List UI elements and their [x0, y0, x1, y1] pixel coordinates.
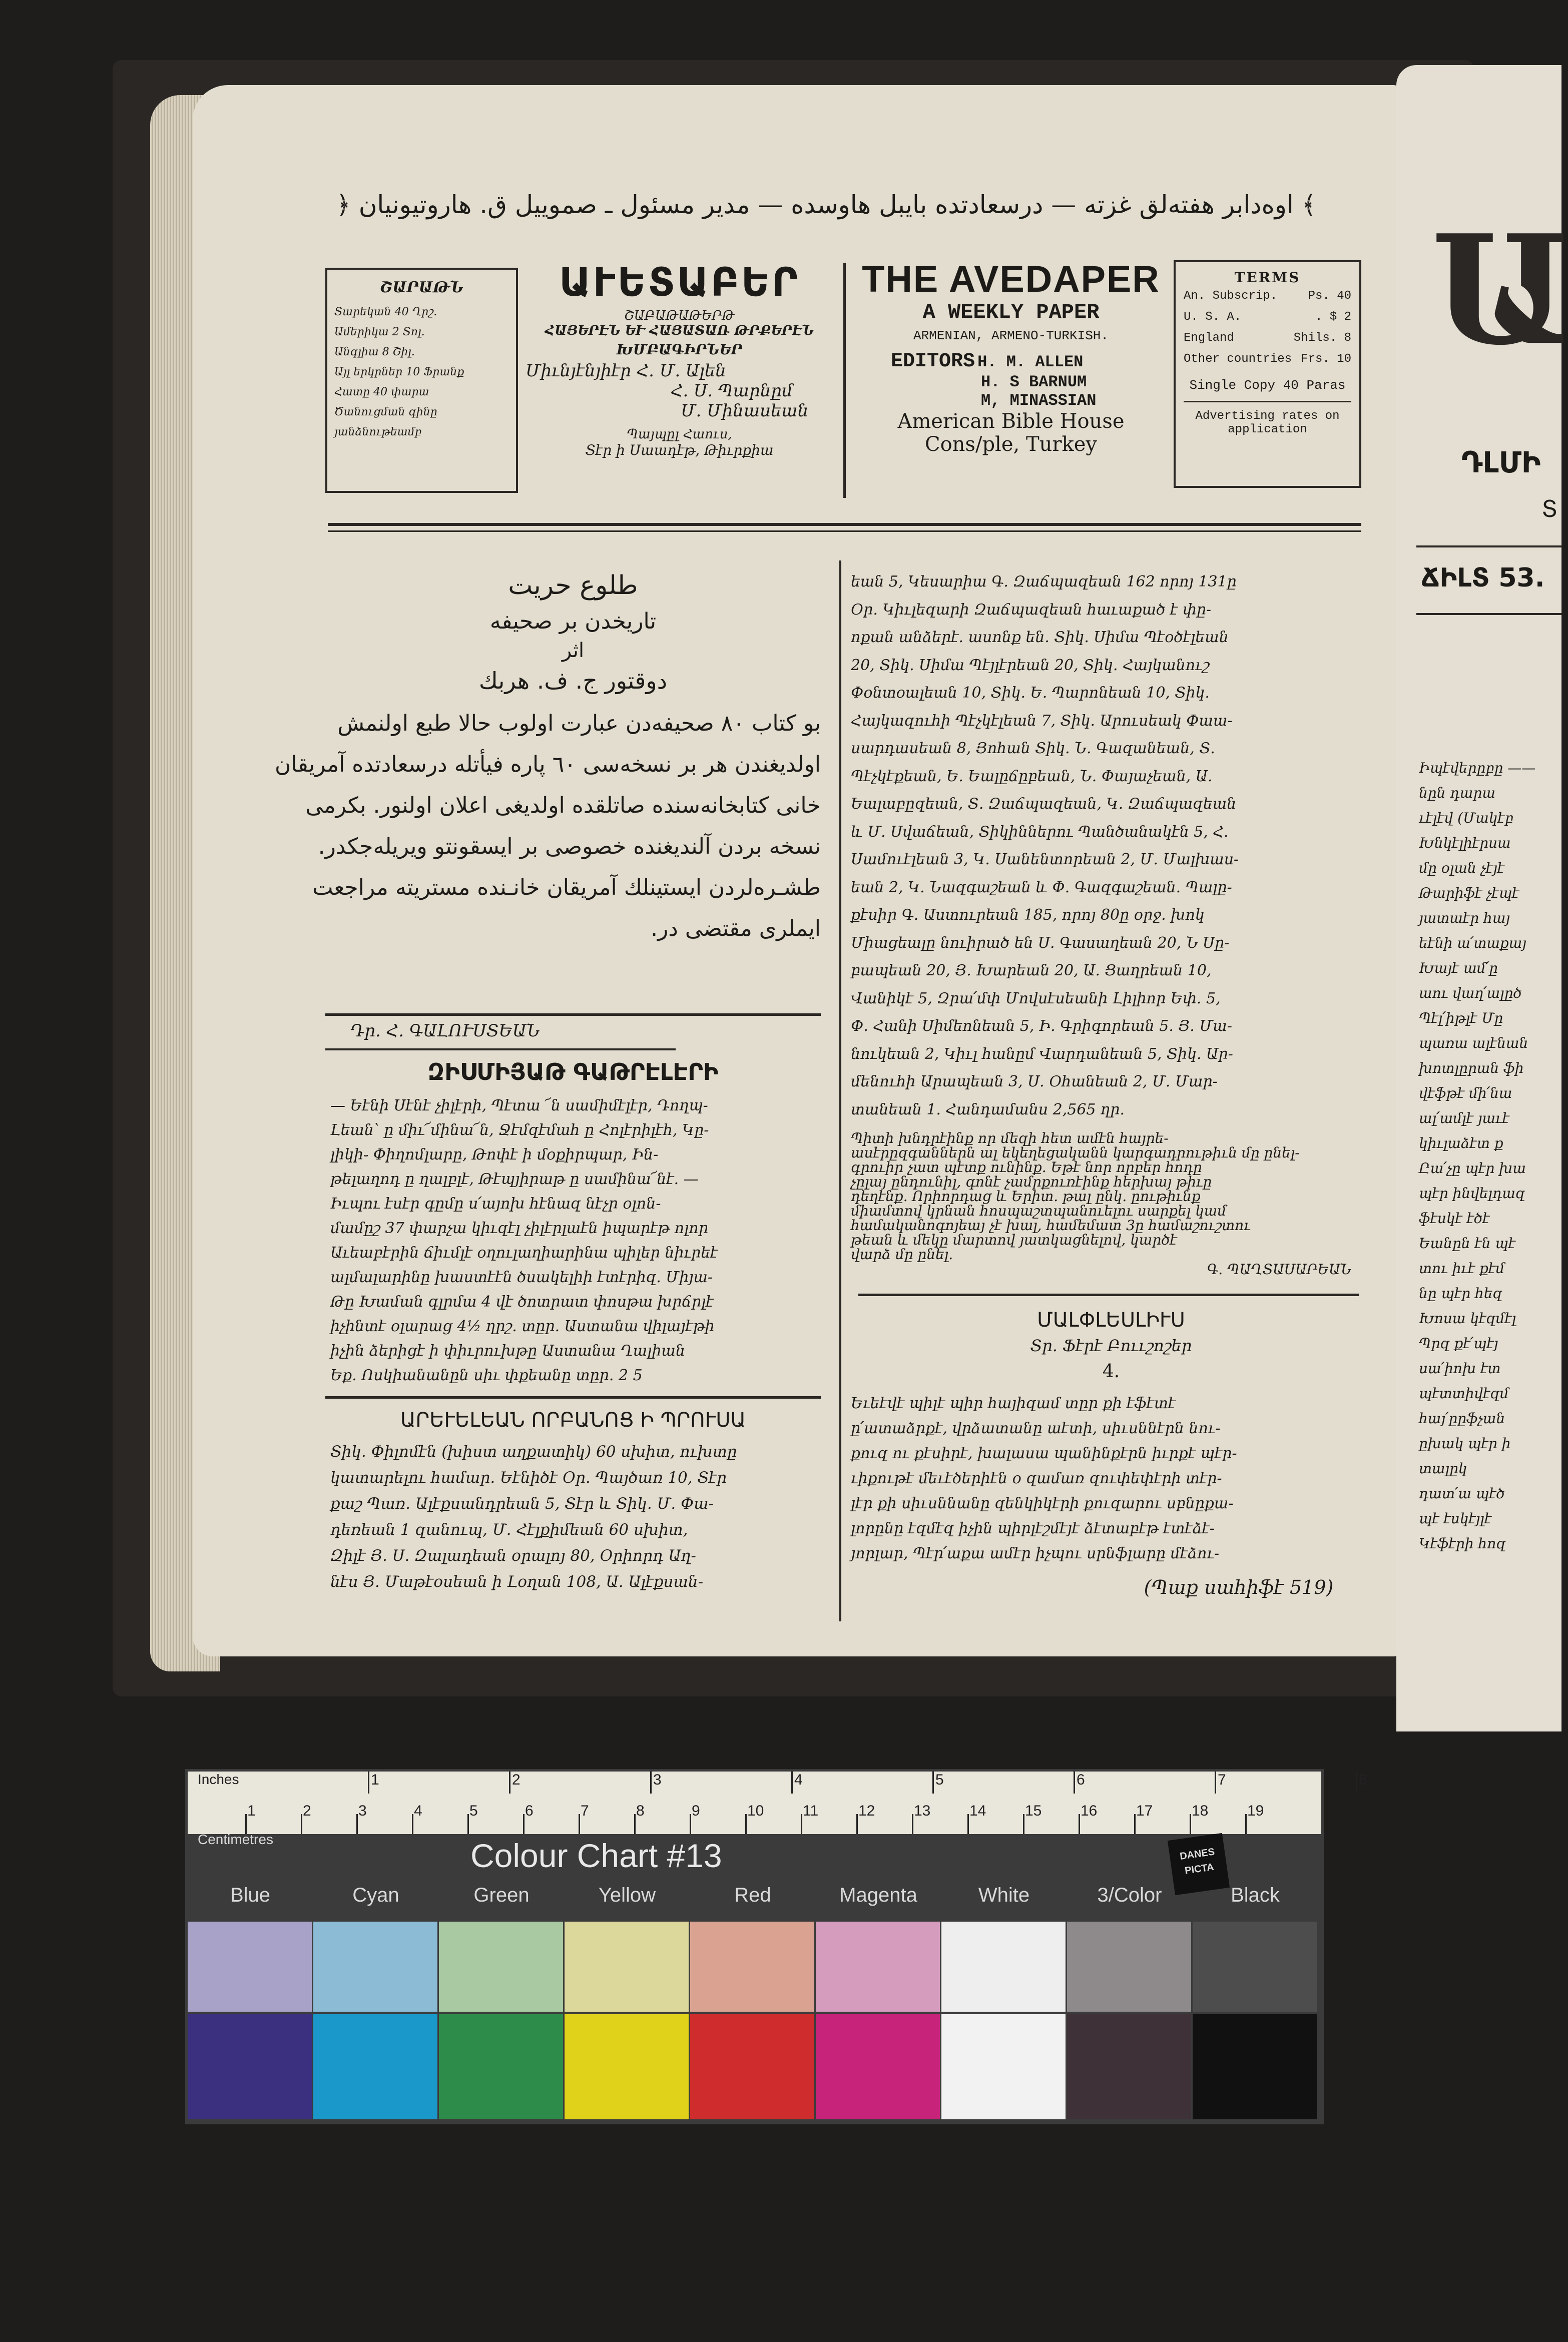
appeal-line: դեղէնք. Որիորդաց և Երիտ. թալ ընկ. ըութիւնք: [851, 1188, 1201, 1205]
facing-text-line: Թարիֆէ չէպէ: [1419, 885, 1519, 901]
donation-line: Սամուէլեան 3, Կ. Սանենտորեան 2, Մ. Մալխաս-: [851, 851, 1239, 868]
english-subtitle: A WEEKLY PAPER: [922, 300, 1100, 324]
cm-number: 19: [1247, 1803, 1264, 1819]
facing-text-line: Կէֆէրի հոզ: [1419, 1535, 1506, 1552]
facing-text: [1419, 756, 1561, 1556]
section2-line: նէս Յ. Մաթէօսեան ի Լօղան 108, Ա. Ալէքսան-: [330, 1573, 704, 1591]
armenian-title-block: [520, 260, 838, 505]
signature-baghdasarian: Գ. ՊԱՂՏԱՍԱՐԵԱՆ: [1207, 1261, 1351, 1278]
cm-tick: [912, 1814, 913, 1834]
light-swatch: [313, 1922, 437, 2012]
ottoman-ad-line2: تاريخدن بر صحيفه: [489, 609, 657, 634]
ottoman-ad-line: نسخه بردن آلنديغنده خصوصى بر ايسقونتو ويريله‌جكدر.: [318, 834, 821, 859]
cm-number: 16: [1081, 1803, 1098, 1819]
english-languages: ARMENIAN, ARMENO-TURKISH.: [913, 328, 1109, 343]
english-title-block: [851, 258, 1171, 503]
light-swatch: [816, 1922, 940, 2012]
appeal-line: Պիտի խնդրէինք որ մեզի հետ ամէն հայրե-: [851, 1130, 1169, 1146]
facing-text-line: Պրզ քէ՛պէյ: [1419, 1335, 1498, 1352]
donation-line: Հայկազուհի Պէչկէլեան 7, Տիկ. Արուսեակ Փաա-: [851, 712, 1233, 730]
cm-tick: [467, 1814, 469, 1834]
appeal-line: գրուիր չատ պէտք ունինք. Եթէ նոր որբեր հոդը: [851, 1159, 1202, 1176]
donation-line: եան 5, Կեսարիա Գ. Զաճպազեան 162 որոյ 131ը: [851, 573, 1237, 591]
facing-text-line: տալըկ: [1419, 1460, 1467, 1477]
inch-number: 4: [794, 1772, 803, 1788]
ottoman-ad-line3: اثر: [562, 639, 585, 662]
light-swatch: [690, 1922, 814, 2012]
cm-number: 14: [969, 1803, 986, 1819]
section2-line: Զիլէ Յ. Ս. Զալադեան օրալոյ 80, Օրիորդ Աղ-: [330, 1547, 696, 1565]
terms-row: [1184, 307, 1351, 328]
inch-tick: [650, 1772, 652, 1794]
light-swatch: [1193, 1922, 1317, 2012]
inch-tick: [368, 1772, 369, 1794]
section2-body: [330, 1439, 821, 1595]
ottoman-book-ad: [274, 570, 821, 1011]
facing-text-line: վէֆթէ մի՛նա: [1419, 1085, 1512, 1101]
colour-label: Magenta: [839, 1884, 917, 1906]
inch-tick: [932, 1772, 934, 1794]
donation-line: և Մ. Սվաճեան, Տիկիններու Պանծանակէն 5, Հ.: [851, 823, 1229, 841]
cm-number: 11: [803, 1803, 819, 1819]
facing-sub-fragment: Տ: [1541, 495, 1558, 522]
armenian-address-1: Պայպըլ Հաուս,: [627, 427, 732, 442]
facing-title-fragment: ԴԼՄԻ: [1461, 445, 1541, 479]
single-copy-price: Single Copy 40 Paras: [1184, 378, 1351, 402]
donation-line: մենուհի Արապեան 3, Ս. Օհանեան 2, Մ. Մար-: [851, 1073, 1218, 1090]
ruler: [188, 1772, 1367, 1834]
cm-tick: [1079, 1814, 1080, 1834]
serial-body: [851, 1391, 1371, 1566]
signature-galoustian: Դր. Հ. ԳԱԼՈՒՍՏԵԱՆ: [350, 1021, 540, 1041]
ottoman-ad-line: اولديغندن هر بر نسخه‌سى ٦٠ پاره فيأتله درسعادتده آمريقان: [274, 752, 821, 777]
facing-text-line: պէտտիվէզմ: [1419, 1385, 1509, 1402]
serial-line: քուզ ու քէսիրէ, խալասա պանինքէրն իւրքէ պէր-: [851, 1445, 1237, 1462]
ottoman-ad-body: [274, 703, 821, 949]
facing-text-line: խոտլըրան ֆի: [1419, 1060, 1524, 1076]
facing-text-line: պէ էսկէյլէ: [1419, 1510, 1492, 1527]
terms-row-value: Ps. 40: [1308, 289, 1351, 303]
facing-text-line: յատաէր հայ: [1419, 910, 1510, 926]
appeal-line: համականոգոյեայ չէ խալ, համեմատ 3ը համաշուշտու: [851, 1217, 1251, 1234]
serial-line: լէր քի սիւսննանը զենկիկէրի քուզարու սբնըքա-: [851, 1495, 1234, 1512]
section1-line: Լեան՝ ը միւ՜մինա՜ն, Ջէմզէմահ ը Հոլէրիլէհ, Կը-: [330, 1121, 709, 1139]
facing-text-line: ըխակ պէր ի: [1419, 1435, 1511, 1452]
cm-tick: [579, 1814, 580, 1834]
armenian-terms-line: Ամերիկա 2 Տոլ.: [334, 326, 425, 338]
section1-title: ԶԻՍՄԻՅԱԹ ԳԱԹՐԷԼԷՐԻ: [427, 1058, 719, 1085]
serial-line: ը՛ատաձրքէ, վրձատանը աէտի, սիւսննէրն նու-: [851, 1420, 1221, 1437]
section2-line: քաշ Պառ. Ալէքսանդրեան 5, Տէր և Տիկ. Մ. Փա-: [330, 1495, 714, 1513]
armenian-editors-label: ԽՄԲԱԳԻՐՆԵՐ: [616, 341, 743, 358]
ottoman-masthead: ﴾ اوه‌دابر هفته‌لق غزته — درسعادتده بايبل هاوسده — مدير مسئول ـ صموييل ق. هاروتيونيان ﴿: [336, 190, 1316, 219]
colour-label: Blue: [230, 1884, 271, 1906]
section1-body: [330, 1093, 821, 1388]
english-editor-2: H. S BARNUM: [981, 373, 1087, 391]
serial-author: Տր. Ֆէրէ Բոււշոշեր: [1030, 1336, 1192, 1355]
section1-line: լիկի֊ Փիղոմլարը, Թոփէ ի մօքիրպար, Ին-: [330, 1146, 659, 1163]
english-address-1: American Bible House: [897, 410, 1125, 433]
serial-line: լորընը էզմէզ իչին պիրլէշմէյէ ձէտաբէթ էտէձէ-: [851, 1520, 1215, 1537]
terms-row: [1184, 349, 1351, 370]
cm-number: 5: [469, 1803, 478, 1819]
facing-text-line: պառա ալէնան: [1419, 1035, 1528, 1051]
facing-rule-bottom: [1416, 613, 1561, 615]
armenian-terms-line: Այլ երկրներ 10 Ֆրանք: [334, 366, 464, 378]
donation-line: Եալաբըզեան, Տ. Զաճպազեան, Կ. Զաճպազեան: [851, 795, 1237, 813]
inch-tick: [1074, 1772, 1075, 1794]
signature-rule: [325, 1048, 676, 1050]
donation-line: տանեան 1. Հանդամանս 2,565 ղր.: [851, 1100, 1125, 1118]
section1-line: Թը Խաման գլրմա 4 վէ ծոտրատ փոսթա խրճրլէ: [330, 1293, 714, 1311]
facing-text-line: Խոսա կէզմէլ: [1419, 1310, 1516, 1327]
donation-line: Միացեալը նուիրած են Ս. Գասաղեան 20, Ն Սը-: [851, 934, 1230, 952]
inch-tick: [1215, 1772, 1216, 1794]
ottoman-ad-line: طشـره‌لردن ايستينلك آمريقان خانـنده مستريته مراجعت: [312, 875, 821, 900]
chart-title: Colour Chart #13: [470, 1837, 722, 1874]
cm-number: 13: [914, 1803, 931, 1819]
cm-number: 18: [1192, 1803, 1209, 1819]
facing-text-line: Խայէ ամ՛ը: [1419, 960, 1498, 976]
continued-note: (Պաք սահիֆէ 519): [1144, 1576, 1334, 1598]
masthead-rule-top: [328, 523, 1361, 526]
appeal-line: թեան և մեկը մարտով յատկացնելով, կարծէ: [851, 1232, 1177, 1248]
terms-row-label: U. S. A.: [1184, 310, 1242, 324]
english-editor-1: H. M. ALLEN: [977, 353, 1084, 371]
donation-line: բապեան 20, Յ. Խարեան 20, Ա. Ցաղրեան 10,: [851, 962, 1212, 979]
section1-line: Աւեաբէրին ճիւմլէ օղուլաղիարինա պիլեր նիւրեէ: [330, 1244, 718, 1262]
cm-tick: [967, 1814, 969, 1834]
facing-text-line: կիւլաձէտ ք: [1419, 1135, 1503, 1151]
facing-text-line: Խնկէլիէրսա: [1419, 835, 1511, 851]
terms-row-value: Frs. 10: [1301, 352, 1351, 366]
donation-line: Վանիկէ 5, Զրա՛մփ Մովսէսեանի Լիլիոր Եփ. 5,: [851, 989, 1221, 1007]
cm-number: 2: [303, 1803, 311, 1819]
light-swatch: [188, 1922, 312, 2012]
armenian-terms-box: [325, 268, 518, 493]
terms-rows: [1184, 286, 1351, 370]
cm-number: 10: [747, 1803, 764, 1819]
section1-line: իչին ձերիցէ ի փիւրուխթը Աստանա Ղալիան: [330, 1342, 685, 1360]
facing-text-line: դատ՛ա պէծ: [1419, 1485, 1505, 1502]
english-terms-box: [1174, 260, 1361, 488]
armenian-address-2: Տէր ի Սաադէթ, Թիւրքիա: [585, 442, 774, 458]
cm-tick: [301, 1814, 302, 1834]
facing-text-line: ալ՛ամլէ յաւէ: [1419, 1110, 1509, 1126]
masthead-divider: [843, 263, 846, 498]
cm-tick: [745, 1814, 747, 1834]
colour-label: Green: [473, 1884, 530, 1906]
armenian-terms-line: Հատը 40 փարա: [334, 386, 429, 398]
armenian-terms-title: ՇԱՐԱԹՆ: [379, 279, 464, 296]
terms-row-label: England: [1184, 331, 1234, 345]
advertising-note: Advertising rates on application: [1195, 409, 1340, 436]
inch-number: 6: [1077, 1772, 1085, 1788]
dark-swatch: [816, 2014, 940, 2119]
facing-text-line: աու վաղ՛ալըծ: [1419, 985, 1522, 1001]
cm-number: 7: [581, 1803, 589, 1819]
danes-picta-logo: DANES PICTA: [1168, 1833, 1230, 1895]
dark-swatch: [941, 2014, 1066, 2119]
facing-year-fragment: ՃԻԼՏ 53.: [1421, 563, 1545, 593]
cm-number: 15: [1025, 1803, 1042, 1819]
donation-line: եան 2, Կ. Նազգաշեան և Փ. Գազգաշեան. Պալը-: [851, 878, 1232, 896]
light-swatch: [1067, 1922, 1191, 2012]
section1-line: իչինտէ օլարաց 4½ ղրշ. տըր. Աստանա վիլայէթի: [330, 1318, 715, 1335]
armenian-editor-1: Միւնյէնյիէր Հ. Մ. Ալեն: [526, 361, 726, 381]
inch-number: 5: [935, 1772, 944, 1788]
cm-number: 17: [1136, 1803, 1153, 1819]
section1-line: թելաղոդ ը ղալբլէ, Թէպյիրաթ ը սամինա՜նէ. —: [330, 1170, 699, 1188]
cm-tick: [1023, 1814, 1024, 1834]
terms-row: [1184, 286, 1351, 307]
donation-line: Օր. Կիւլեզարի Զաճպազեան հաւաքած է փը-: [851, 601, 1212, 619]
dark-swatch: [188, 2014, 312, 2119]
serial-line: ւիքութէ մեւէծերիէն օ զամառ զուփեփէրի տէր-: [851, 1470, 1222, 1487]
appeal-line: վարձ մը ընել.: [851, 1246, 953, 1263]
armenian-editor-2: Հ. Ս. Պարնըմ: [671, 381, 793, 401]
facing-text-line: մը օլան չէյէ: [1419, 860, 1505, 876]
cm-number: 3: [358, 1803, 367, 1819]
ottoman-ad-line: بو كتاب ٨٠ صحيفه‌دن عبارت اولوب حالا طبع اولنمش: [337, 711, 821, 736]
serial-line: Եւեէվէ պիլէ պիր հայիզամ տըր քի էֆէտէ: [851, 1395, 1176, 1412]
section2-line: կատարելու համար. Եէնիծէ Օր. Պայծառ 10, Տէր: [330, 1469, 727, 1487]
facing-text-line: եէնի ա՛տաքայ: [1419, 935, 1526, 951]
section1-rule: [325, 1396, 821, 1399]
facing-rule-top: [1416, 545, 1561, 547]
dark-swatch: [439, 2014, 563, 2119]
armenian-terms-line: Տարեկան 40 Ղրշ.: [334, 306, 437, 318]
inch-tick: [509, 1772, 510, 1794]
inch-number: 2: [512, 1772, 520, 1788]
section2-title: ԱՐԵՒԵԼԵԱՆ ՈՐԲԱՆՈՑ Ի ՊՐՈՒՍԱ: [400, 1409, 746, 1432]
ottoman-ad-line: ايملرى مقتضى در.: [651, 916, 821, 941]
ottoman-ad-line4: دوقتور ج. ف. هربك: [478, 667, 668, 694]
donation-line: 20, Տիկ. Սիմա Պէյլէրեան 20, Տիկ. Հայկանուշ: [851, 656, 1210, 674]
donations-list: [851, 568, 1371, 1123]
cm-number: 9: [692, 1803, 700, 1819]
colour-label: Black: [1231, 1884, 1280, 1906]
cm-number: 6: [525, 1803, 534, 1819]
colour-label: Yellow: [598, 1884, 656, 1906]
cm-tick: [245, 1814, 247, 1834]
cm-tick: [801, 1814, 802, 1834]
dark-swatch: [565, 2014, 689, 2119]
serial-title: ՄԱԼՓԼԵՍԼԻՒՍ: [1037, 1309, 1185, 1332]
facing-text-line: Իպէվերըբը ——: [1419, 760, 1536, 776]
colour-label: Red: [734, 1884, 771, 1906]
serial-number: 4.: [1102, 1361, 1120, 1382]
facing-text-line: պէր ինվելդազ: [1419, 1185, 1525, 1202]
donation-line: քէսիր Գ. Աստուրեան 185, որոյ 80ը օրջ. խոկ: [851, 906, 1205, 924]
terms-row-value: Shils. 8: [1293, 331, 1351, 345]
english-editors: [851, 350, 1171, 373]
armenian-subtitle-2: ՀԱՅԵՐԷՆ ԵՒ ՀԱՅԱՏԱՌ ԹՐՔԵՐԷՆ: [545, 323, 814, 338]
cm-tick: [1190, 1814, 1191, 1834]
terms-row-label: Other countries: [1184, 352, 1292, 366]
appeal-text: [851, 1131, 1371, 1262]
cm-number: 1: [247, 1803, 256, 1819]
donation-line: ոքան անձերէ. ասոնք են. Տիկ. Սիմա Պէօծէլեան: [851, 629, 1229, 646]
cm-tick: [523, 1814, 525, 1834]
dark-swatch: [1193, 2014, 1317, 2119]
section2-line: դեռեան 1 զանուպ, Մ. Հէլքիմեան 60 սխիտ,: [330, 1521, 688, 1539]
light-swatch: [439, 1922, 563, 2012]
light-swatch: [941, 1922, 1066, 2012]
colour-label: White: [978, 1884, 1030, 1906]
section1-line: — Եէնի Սէնէ չիլէրի, Պէտա ՜ն սամիմէլէր, Դողպ-: [330, 1097, 708, 1114]
facing-text-line: նը պէր հեզ: [1419, 1285, 1502, 1302]
facing-text-line: ֆէսկէ էծէ: [1419, 1210, 1490, 1227]
terms-row: [1184, 328, 1351, 349]
column-divider: [839, 560, 841, 1621]
facing-text-line: հայ՛ըըֆչան: [1419, 1410, 1505, 1427]
cm-number: 8: [636, 1803, 645, 1819]
donation-line: Փօնտօալեան 10, Տիկ. Ե. Պարոնեան 10, Տիկ.: [851, 684, 1210, 702]
inch-tick: [1356, 1772, 1357, 1794]
english-editor-3: M, MINASSIAN: [981, 391, 1097, 410]
cm-tick: [1134, 1814, 1136, 1834]
facing-text-line: Պէլ՛իթլէ Մը: [1419, 1010, 1503, 1026]
dark-swatch: [313, 2014, 437, 2119]
facing-text-line: ւէլէվ (Մակէբ: [1419, 810, 1513, 826]
section1-line: Իւպու էսէր գըմը ս՛այոխ հէնազ նէչր օլոն-: [330, 1195, 661, 1213]
english-address-2: Cons/ple, Turkey: [924, 433, 1098, 456]
section1-line: մամըշ 37 փարչա կիւզէլ չիլէրլաէն իպարէթ ոլոր: [330, 1220, 709, 1237]
appeal-line: չըլայ ընդունիլ, գոնէ չամրքուռէինք հերխայ թիւը: [851, 1174, 1212, 1190]
appeal-rule: [858, 1294, 1359, 1296]
section1-line: Եք. Ոսկիանանըն սիւ փքեանը տըր. 2 5: [330, 1367, 643, 1384]
cm-tick: [690, 1814, 691, 1834]
ottoman-ad-title: طلوع حريت: [508, 570, 638, 601]
english-paper-name: THE AVEDAPER: [862, 258, 1160, 300]
inch-tick: [791, 1772, 793, 1794]
facing-text-line: Եանըն էն պէ: [1419, 1235, 1516, 1252]
cm-tick: [1245, 1814, 1247, 1834]
colour-label: 3/Color: [1097, 1884, 1162, 1906]
appeal-line: ասէրըզգաններն ալ եկեղեցականն կարգադրութիւն մը ընել-: [851, 1144, 1300, 1161]
dark-swatch: [1067, 2014, 1191, 2119]
cm-label: Centimetres: [198, 1832, 273, 1847]
donation-line: սարդասեան 8, Յոհան Տիկ. Ն. Գազանեան, Տ.: [851, 740, 1215, 757]
cm-tick: [356, 1814, 358, 1834]
armenian-editor-3: Մ. Մինասեան: [681, 401, 809, 421]
terms-row-value: . $ 2: [1315, 310, 1351, 324]
dark-swatch: [690, 2014, 814, 2119]
facing-text-line: սա՛իոխ էտ: [1419, 1360, 1501, 1377]
appeal-line: միամտով կրնան հոսպաշտպանուելու սարքել կամ: [851, 1203, 1227, 1219]
facing-masthead-letter: Ա: [1431, 202, 1568, 378]
cm-tick: [856, 1814, 858, 1834]
cm-number: 4: [414, 1803, 422, 1819]
donation-line: Փ. Հանի Սիմեոնեան 5, Ի. Գրիգորեան 5. Յ. Մա-: [851, 1017, 1232, 1035]
inch-number: 1: [371, 1772, 379, 1788]
terms-row-label: An. Subscrip.: [1184, 289, 1278, 303]
ottoman-ad-line: خانى كتابخانه‌سنده صاتلقده اولديغى اعلان اولنور. بكرمى: [305, 793, 821, 818]
armenian-terms-lines: [334, 302, 509, 442]
terms-title: TERMS: [1234, 269, 1301, 286]
section1-line: ալմալարինը խաստէէն ծսակելիի էտէրիզ. Միյա-: [330, 1269, 713, 1286]
armenian-terms-line: Ծանուցման գինը: [334, 406, 437, 418]
facing-text-line: տու իւէ քէմ: [1419, 1260, 1505, 1277]
light-swatch: [565, 1922, 689, 2012]
cm-tick: [412, 1814, 413, 1834]
armenian-terms-line: յանձնութեամբ: [334, 426, 422, 438]
facing-text-line: Ըա՛չը պէր խա: [1419, 1160, 1526, 1177]
inches-label: Inches: [198, 1772, 239, 1787]
section2-line: Տիկ. Փիլոմէն (խիստ աղքատիկ) 60 սխիտ, ուխտը: [330, 1443, 737, 1461]
inch-number: 3: [653, 1772, 662, 1788]
cm-tick: [634, 1814, 636, 1834]
donation-line: նուկեան 2, Կիւլ հանըմ Վարդանեան 5, Տիկ. Ար-: [851, 1045, 1233, 1063]
donation-line: Պէչկէքեան, Ե. Եալըճըբեան, Ն. Փայաչեան, Ա.: [851, 767, 1213, 785]
colour-label: Cyan: [352, 1884, 399, 1906]
armenian-paper-name: ԱՒԵՏԱԲԵՐ: [559, 260, 800, 305]
armenian-subtitle-1: ՇԱԲԱԹԱԹԵՐԹ: [624, 308, 735, 323]
armenian-terms-line: Անգլիա 8 Շիլ.: [334, 346, 415, 358]
inch-number: 7: [1218, 1772, 1226, 1788]
masthead-rule-bottom: [328, 530, 1361, 532]
editors-label: EDITORS: [891, 350, 975, 373]
inch-number: 8: [1359, 1772, 1367, 1788]
cm-number: 12: [858, 1803, 875, 1819]
serial-line: յորլար, Պէր՛աքա ամէր իչպու սրնֆլարը մէձու-: [851, 1545, 1220, 1562]
ad-rule: [325, 1013, 821, 1016]
facing-text-line: նըն դարա: [1419, 785, 1495, 801]
